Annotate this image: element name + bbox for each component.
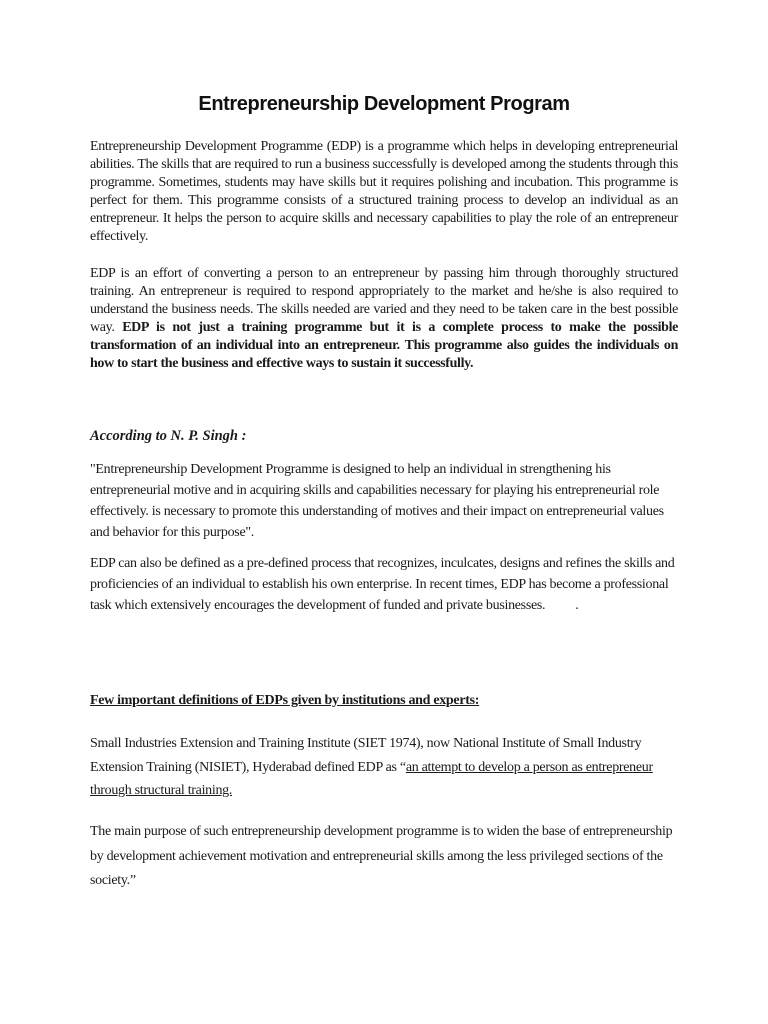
definitions-heading [90,691,678,709]
paragraph-edp-definition [90,553,678,616]
singh-quote-text: "Entrepreneurship Development Programme is designed to help an individual in strengthening his entrepreneurial motive and in acquiring skills and capabilities necessary for playing his entrepreneurial role effectively. is necessary to promote this understanding of motives and their impact on entrepreneurial values and behavior for this purpose". [90,462,664,540]
definitions-heading-text: Few important definitions of EDPs given by institutions and experts: [90,693,480,708]
paragraph-main-purpose [90,820,678,894]
paragraph-edp-intro-text: Entrepreneurship Development Programme (EDP) is a programme which helps in developing entrepreneurial abilities. The skills that are required to run a business successfully is developed among the students through this programme. Sometimes, students may have skills but it requires polishing and incubation. This programme is perfect for them. This programme consists of a structured training process to develop an individual as an entrepreneur. It helps the person to acquire skills and necessary capabilities to play the role of an entrepreneur effectively. [90,139,678,244]
paragraph-siet-definition-text: Small Industries Extension and Training Institute (SIET 1974), now National Institute of Small Industry Extension Training (NISIET), Hyderabad defined EDP as “ [90,736,642,775]
paragraph-edp-effort-bold-tail: This programme also guides the individuals on how to start the business and effective ways to sustain it successfully. [90,338,679,371]
paragraph-edp-effort-bold: EDP is not just a training programme but it is a complete process to make the possible transformation of an individual into an entrepreneur. [90,320,678,353]
paragraph-edp-effort [90,265,678,373]
according-heading-text: According to N. P. Singh : [90,428,247,444]
paragraph-edp-intro [90,138,678,246]
singh-quote [90,459,678,543]
paragraph-edp-definition-text: EDP can also be defined as a pre-defined process that recognizes, inculcates, designs and refines the skills and proficiencies of an individual to establish his own enterprise. In recent times, EDP has become a professional task which extensively encourages the development of funded and private businesses. [90,556,675,613]
paragraph-main-purpose-text: The main purpose of such entrepreneurship development programme is to widen the base of entrepreneurship by development achievement motivation and entrepreneurial skills among the less privileged sections of the society.” [90,824,673,888]
siet-quote-underlined: an attempt to develop a person as entrepreneur through structural training. [90,759,653,798]
paragraph-siet-definition [90,732,678,803]
paragraph-edp-definition-trail: . [575,598,579,613]
according-heading [90,427,678,445]
document-title: Entrepreneurship Development Program [198,93,570,115]
paragraph-edp-effort-text: EDP is an effort of converting a person to an entrepreneur by passing him through thoroughly structured training. An entrepreneur is required to respond appropriately to the market and he/she is also required to understand the business needs. The skills needed are varied and they need to be taken care in the best possible way. [90,266,678,335]
